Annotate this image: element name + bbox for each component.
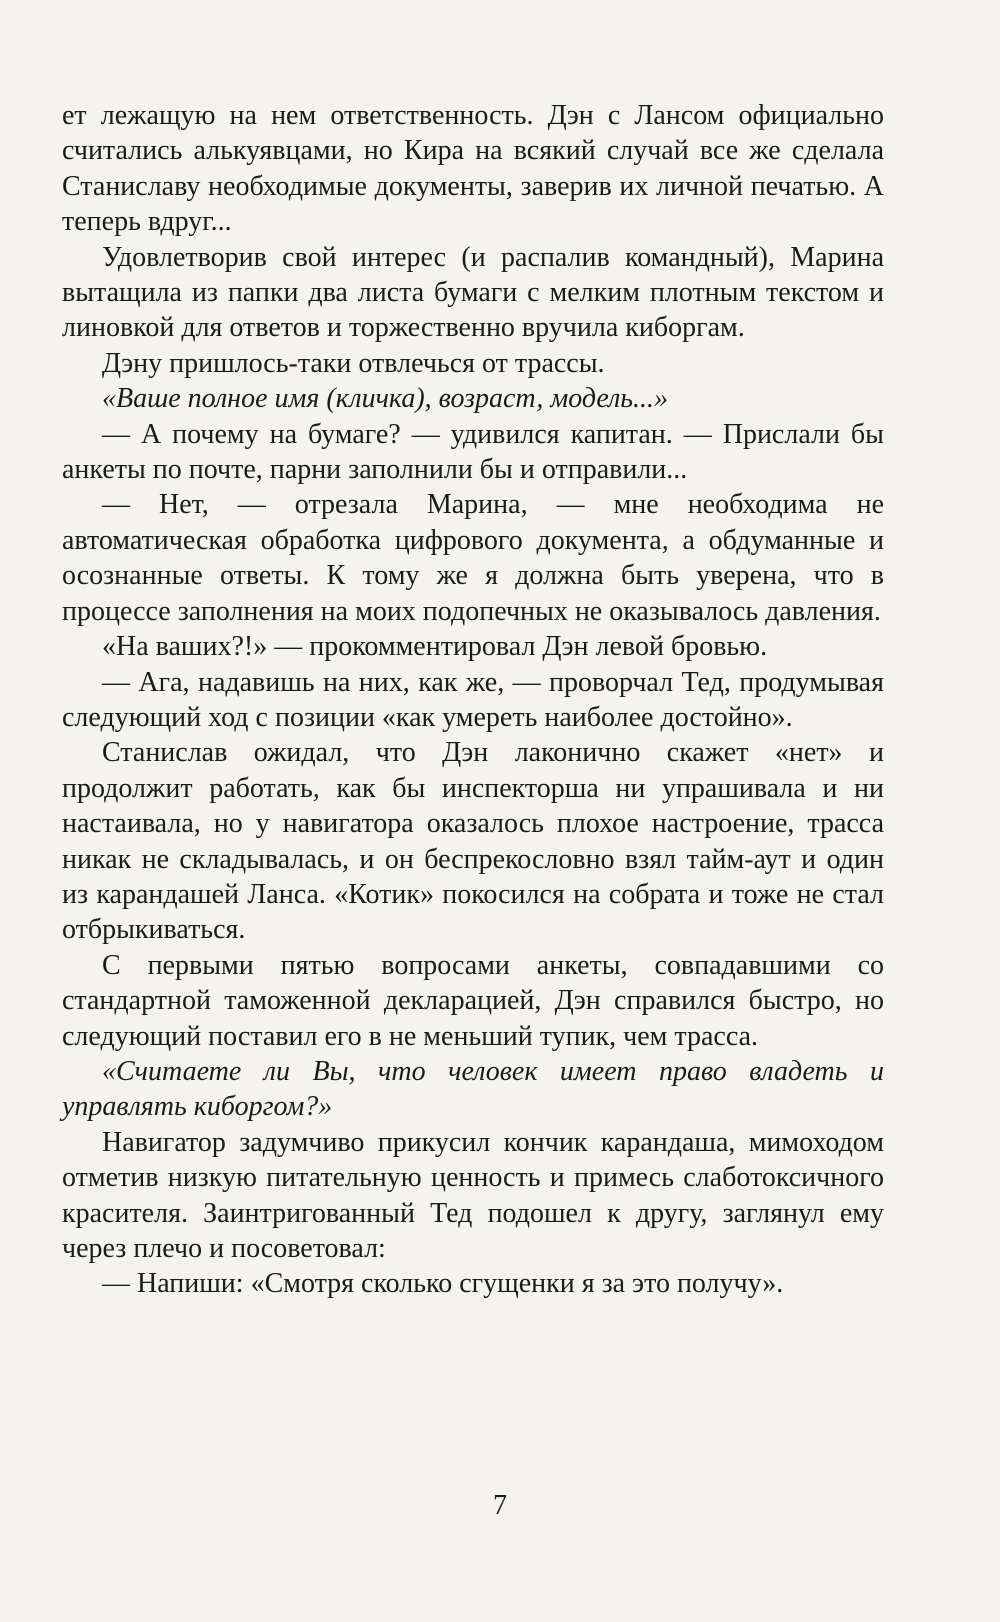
paragraph: Станислав ожидал, что Дэн лаконично скажет «нет» и продолжит работать, как бы инспекторша ни упрашивала и ни настаивала, но у навигатора оказалось плохое настроение, трасса никак не складывалась, и он беспрекословно взял тайм-аут и один из карандашей Ланса. «Котик» покосился на собрата и тоже не стал отбрыкиваться. xyxy=(62,737,884,946)
dialogue-line: — Напиши: «Смотря сколько сгущенки я за это получу». xyxy=(102,1268,784,1300)
dialogue-line: — Нет, — отрезала Марина, — мне необходима не автоматическая обработка цифрового документа, а обдуманные и осознанные ответы. К тому же я должна быть уверена, что в процессе заполнения на моих подопечных не оказывалось давления. xyxy=(62,489,884,627)
paragraph: Дэну пришлось-таки отвлечься от трассы. xyxy=(102,347,605,379)
paragraph: «На ваших?!» — прокомментировал Дэн левой бровью. xyxy=(102,631,768,663)
questionnaire-quote: «Считаете ли Вы, что человек имеет право владеть и управлять киборгом?» xyxy=(62,1055,884,1123)
paragraph: С первыми пятью вопросами анкеты, совпадавшими со стандартной таможенной декларацией, Дэн справился быстро, но следующий поставил его в не меньший тупик, чем трасса. xyxy=(62,949,884,1052)
paragraph: Удовлетворив свой интерес (и распалив командный), Марина вытащила из папки два листа бумаги с мелким плотным текстом и линовкой для ответов и торжественно вручила киборгам. xyxy=(62,241,884,344)
paragraph: Навигатор задумчиво прикусил кончик карандаша, мимоходом отметив низкую питательную ценность и примесь слаботоксичного красителя. Заинтригованный Тед подошел к другу, заглянул ему через плечо и посоветовал: xyxy=(62,1126,884,1264)
dialogue-line: — Ага, надавишь на них, как же, — проворчал Тед, продумывая следующий ход с позиции «как умереть наиболее достойно». xyxy=(62,666,884,733)
questionnaire-quote: «Ваше полное имя (кличка), возраст, модель...» xyxy=(102,383,669,415)
page-number: 7 xyxy=(493,1490,507,1521)
page-body-text xyxy=(62,98,884,1302)
dialogue-line: — А почему на бумаге? — удивился капитан. — Прислали бы анкеты по почте, парни заполнили бы и отправили... xyxy=(62,418,884,486)
paragraph-continuation: ет лежащую на нем ответственность. Дэн с Лансом официально считались алькуявцами, но Кира на всякий случай все же сделала Станиславу необходимые документы, заверив их личной печатью. А теперь вдруг... xyxy=(62,100,884,238)
